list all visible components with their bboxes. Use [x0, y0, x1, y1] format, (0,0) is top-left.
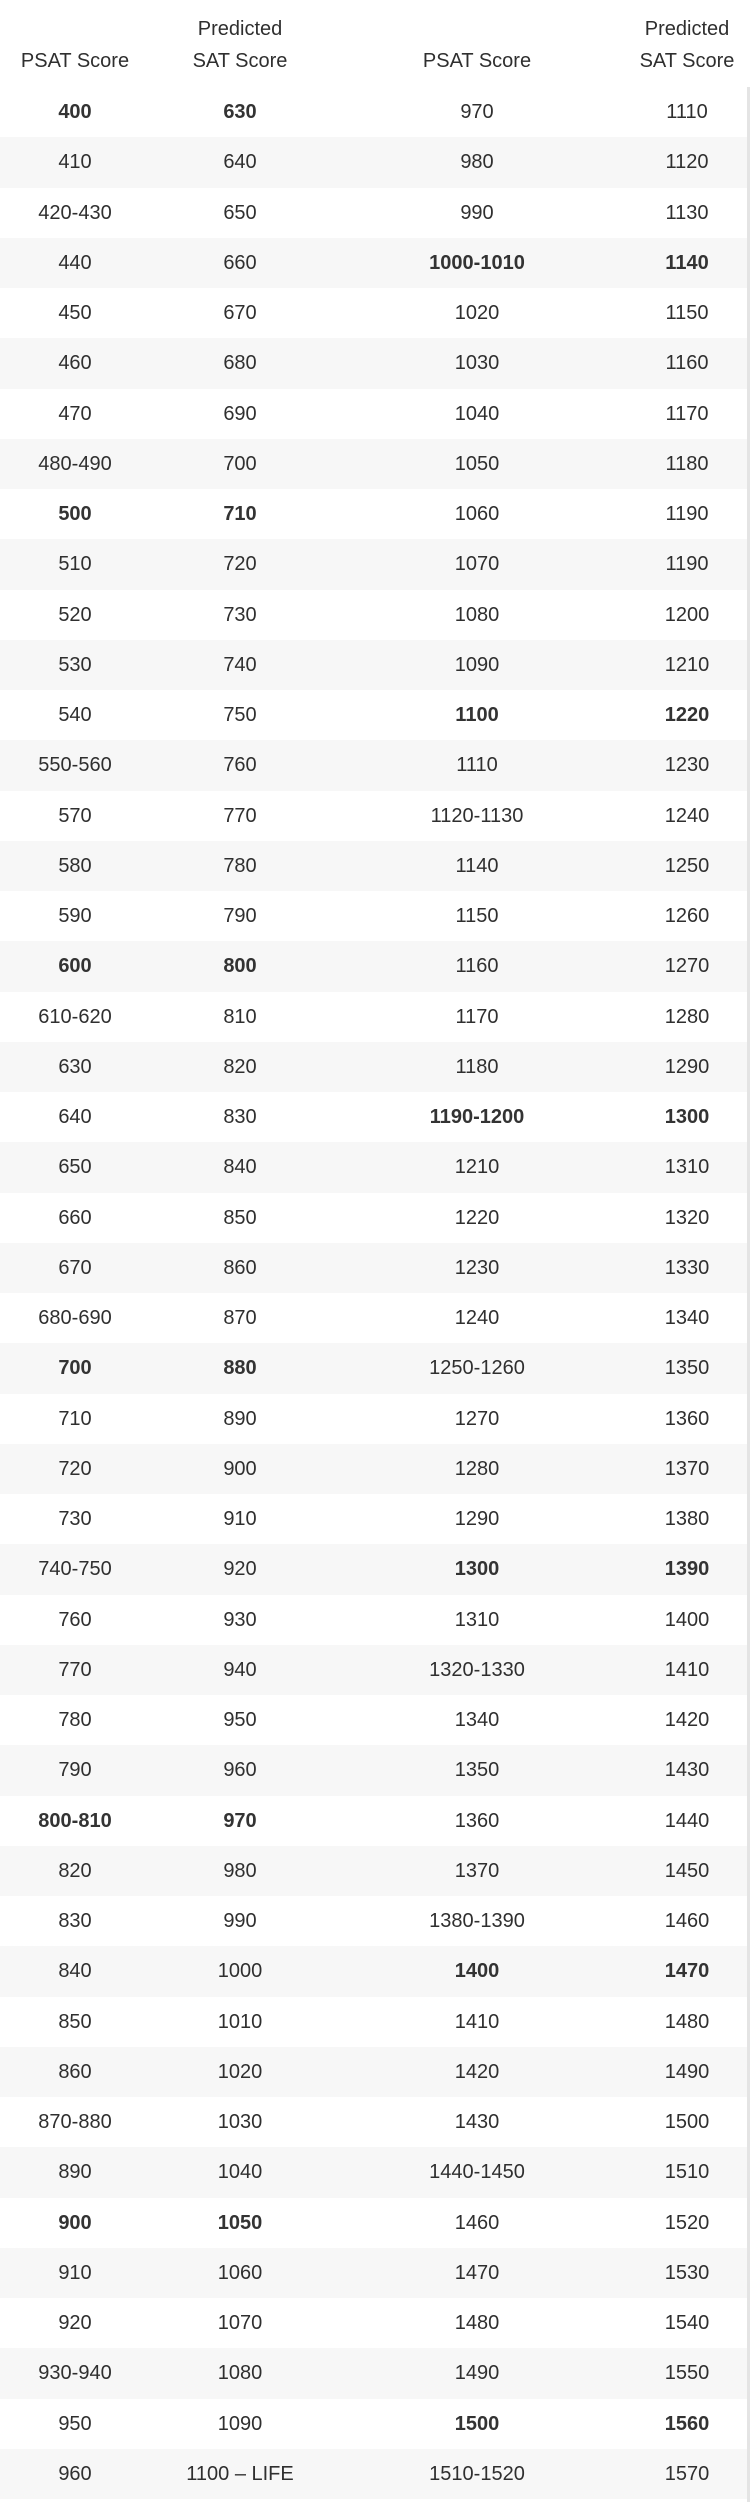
psat-score-cell: 860	[58, 2060, 92, 2083]
predicted-sat-cell: 1500	[664, 2111, 710, 2134]
psat-score-cell: 1110	[456, 754, 498, 777]
psat-score-cell: 480-490	[38, 452, 112, 475]
predicted-sat-cell: 970	[223, 1809, 257, 1832]
predicted-sat-cell: 720	[223, 553, 257, 576]
predicted-sat-cell: 1130	[665, 201, 709, 224]
psat-score-cell: 930-940	[38, 2362, 112, 2385]
predicted-sat-cell: 1030	[217, 2111, 263, 2134]
psat-score-cell: 500	[58, 503, 92, 526]
predicted-sat-cell: 1270	[664, 955, 710, 978]
header-psat-score-right-label: PSAT Score	[422, 50, 532, 72]
psat-score-cell: 830	[58, 1910, 92, 1933]
psat-score-cell: 610-620	[38, 1005, 112, 1028]
table-row	[0, 338, 750, 388]
psat-score-cell: 1050	[454, 452, 500, 475]
psat-score-cell: 1060	[454, 503, 500, 526]
psat-score-cell: 1470	[454, 2261, 500, 2284]
psat-score-cell: 1120-1130	[430, 804, 524, 827]
predicted-sat-cell: 1300	[664, 1106, 710, 1129]
table-row	[0, 1343, 750, 1393]
table-row	[0, 791, 750, 841]
predicted-sat-cell: 1210	[664, 653, 710, 676]
psat-score-cell: 1230	[454, 1256, 500, 1279]
table-row	[0, 1142, 750, 1192]
table-row	[0, 1042, 750, 1092]
table-row	[0, 489, 750, 539]
psat-score-cell: 1040	[454, 402, 500, 425]
predicted-sat-cell: 1180	[665, 452, 709, 475]
table-row	[0, 188, 750, 238]
psat-score-cell: 820	[58, 1859, 92, 1882]
psat-score-cell: 640	[58, 1106, 92, 1129]
predicted-sat-cell: 630	[223, 101, 257, 124]
predicted-sat-cell: 1230	[664, 754, 710, 777]
predicted-sat-cell: 760	[223, 754, 257, 777]
psat-score-cell: 1510-1520	[429, 2462, 525, 2485]
psat-score-cell: 1380-1390	[429, 1910, 525, 1933]
table-row	[0, 137, 750, 187]
header-predicted-sat-left-line2: SAT Score	[192, 50, 288, 72]
table-row	[0, 1846, 750, 1896]
header-psat-score-right	[330, 45, 624, 87]
predicted-sat-cell: 1370	[664, 1457, 710, 1480]
psat-score-cell: 580	[58, 854, 92, 877]
predicted-sat-cell: 650	[223, 201, 257, 224]
predicted-sat-cell: 1190	[665, 553, 709, 576]
table-row	[0, 690, 750, 740]
predicted-sat-cell: 830	[223, 1106, 257, 1129]
table-row	[0, 2198, 750, 2248]
table-row	[0, 87, 750, 137]
psat-score-cell: 1480	[454, 2312, 500, 2335]
psat-score-cell: 780	[58, 1709, 92, 1732]
predicted-sat-cell: 1290	[664, 1055, 710, 1078]
predicted-sat-cell: 1190	[665, 503, 709, 526]
table-row	[0, 1394, 750, 1444]
predicted-sat-cell: 1310	[664, 1156, 710, 1179]
psat-score-cell: 1170	[455, 1005, 499, 1028]
psat-score-cell: 1370	[454, 1859, 500, 1882]
psat-score-cell: 530	[58, 653, 92, 676]
psat-score-cell: 950	[58, 2412, 92, 2435]
predicted-sat-cell: 740	[223, 653, 257, 676]
predicted-sat-cell: 780	[223, 854, 257, 877]
psat-score-cell: 890	[58, 2161, 92, 2184]
psat-score-cell: 410	[58, 151, 92, 174]
table-row	[0, 1193, 750, 1243]
predicted-sat-cell: 1120	[665, 151, 709, 174]
psat-score-cell: 1270	[454, 1407, 500, 1430]
predicted-sat-cell: 1440	[664, 1809, 710, 1832]
predicted-sat-cell: 1430	[664, 1759, 710, 1782]
predicted-sat-cell: 730	[223, 603, 257, 626]
predicted-sat-cell: 1280	[664, 1005, 710, 1028]
table-row	[0, 891, 750, 941]
predicted-sat-cell: 770	[223, 804, 257, 827]
psat-score-cell: 870-880	[38, 2111, 112, 2134]
psat-score-cell: 730	[58, 1508, 92, 1531]
predicted-sat-cell: 1460	[664, 1910, 710, 1933]
psat-score-cell: 1460	[454, 2211, 500, 2234]
psat-score-cell: 1150	[455, 905, 499, 928]
psat-score-cell: 1210	[454, 1156, 500, 1179]
predicted-sat-cell: 1010	[217, 2010, 263, 2033]
psat-score-cell: 770	[58, 1658, 92, 1681]
table-row	[0, 1896, 750, 1946]
psat-score-cell: 1350	[454, 1759, 500, 1782]
psat-score-cell: 1190-1200	[429, 1106, 525, 1129]
table-row	[0, 389, 750, 439]
psat-score-cell: 1090	[454, 653, 500, 676]
psat-score-cell: 660	[58, 1206, 92, 1229]
psat-score-cell: 1250-1260	[429, 1357, 525, 1380]
psat-score-cell: 1500	[454, 2412, 500, 2435]
predicted-sat-cell: 810	[223, 1005, 257, 1028]
psat-score-cell: 1140	[455, 854, 499, 877]
table-row	[0, 439, 750, 489]
table-row	[0, 1293, 750, 1343]
table-row	[0, 2047, 750, 2097]
psat-score-cell: 450	[58, 302, 92, 325]
predicted-sat-cell: 1410	[664, 1658, 710, 1681]
predicted-sat-cell: 920	[223, 1558, 257, 1581]
predicted-sat-cell: 1060	[217, 2261, 263, 2284]
psat-score-cell: 570	[58, 804, 92, 827]
psat-score-cell: 680-690	[38, 1307, 112, 1330]
table-row	[0, 2298, 750, 2348]
table-row	[0, 2348, 750, 2398]
table-row	[0, 238, 750, 288]
psat-score-cell: 1320-1330	[429, 1658, 525, 1681]
predicted-sat-cell: 790	[223, 905, 257, 928]
predicted-sat-cell: 890	[223, 1407, 257, 1430]
psat-score-cell: 540	[58, 704, 92, 727]
predicted-sat-cell: 1340	[664, 1307, 710, 1330]
header-predicted-sat-right	[624, 13, 750, 87]
predicted-sat-cell: 1170	[665, 402, 709, 425]
psat-score-cell: 460	[58, 352, 92, 375]
header-predicted-sat-right-line1: Predicted	[644, 18, 730, 40]
psat-score-cell: 1020	[454, 302, 500, 325]
table-row	[0, 1796, 750, 1846]
psat-score-cell: 1240	[454, 1307, 500, 1330]
psat-score-cell: 1070	[454, 553, 500, 576]
predicted-sat-cell: 670	[223, 302, 257, 325]
predicted-sat-cell: 1240	[664, 804, 710, 827]
psat-score-cell: 440	[58, 251, 92, 274]
predicted-sat-cell: 950	[223, 1709, 257, 1732]
psat-score-cell: 1000-1010	[429, 251, 525, 274]
psat-score-cell: 1030	[454, 352, 500, 375]
psat-score-cell: 1440-1450	[429, 2161, 525, 2184]
psat-score-cell: 900	[58, 2211, 92, 2234]
psat-score-cell: 1300	[454, 1558, 500, 1581]
predicted-sat-cell: 1050	[217, 2211, 263, 2234]
table-row	[0, 841, 750, 891]
psat-score-cell: 1430	[454, 2111, 500, 2134]
predicted-sat-cell: 800	[223, 955, 257, 978]
table-row	[0, 1092, 750, 1142]
predicted-sat-cell: 930	[223, 1608, 257, 1631]
psat-score-cell: 700	[58, 1357, 92, 1380]
predicted-sat-cell: 1530	[664, 2261, 710, 2284]
predicted-sat-cell: 1020	[217, 2060, 263, 2083]
predicted-sat-cell: 1220	[664, 704, 710, 727]
psat-score-cell: 520	[58, 603, 92, 626]
predicted-sat-cell: 1570	[664, 2462, 710, 2485]
psat-score-cell: 720	[58, 1457, 92, 1480]
psat-score-cell: 840	[58, 1960, 92, 1983]
predicted-sat-cell: 1400	[664, 1608, 710, 1631]
table-row	[0, 1946, 750, 1996]
predicted-sat-cell: 1510	[664, 2161, 710, 2184]
predicted-sat-cell: 900	[223, 1457, 257, 1480]
table-row	[0, 539, 750, 589]
psat-score-cell: 1340	[454, 1709, 500, 1732]
predicted-sat-cell: 1070	[217, 2312, 263, 2335]
psat-score-cell: 400	[58, 101, 92, 124]
predicted-sat-cell: 1450	[664, 1859, 710, 1882]
table-row	[0, 740, 750, 790]
table-row	[0, 1997, 750, 2047]
psat-score-cell: 800-810	[38, 1809, 112, 1832]
table-row	[0, 1494, 750, 1544]
predicted-sat-cell: 1320	[664, 1206, 710, 1229]
predicted-sat-cell: 1100 – LIFE	[186, 2462, 294, 2485]
table-row	[0, 2097, 750, 2147]
predicted-sat-cell: 1080	[217, 2362, 263, 2385]
predicted-sat-cell: 710	[223, 503, 257, 526]
predicted-sat-cell: 1150	[665, 302, 709, 325]
header-predicted-sat-left-line1: Predicted	[197, 18, 283, 40]
predicted-sat-cell: 1420	[664, 1709, 710, 1732]
psat-score-cell: 960	[58, 2462, 92, 2485]
table-header	[0, 0, 750, 87]
table-row	[0, 2449, 750, 2499]
table-row	[0, 1243, 750, 1293]
predicted-sat-cell: 640	[223, 151, 257, 174]
predicted-sat-cell: 1200	[664, 603, 710, 626]
predicted-sat-cell: 980	[223, 1859, 257, 1882]
table-row	[0, 992, 750, 1042]
table-row	[0, 2399, 750, 2449]
predicted-sat-cell: 1160	[665, 352, 709, 375]
psat-score-cell: 1290	[454, 1508, 500, 1531]
predicted-sat-cell: 860	[223, 1256, 257, 1279]
table-row	[0, 590, 750, 640]
table-row	[0, 288, 750, 338]
predicted-sat-cell: 1560	[664, 2412, 710, 2435]
psat-score-cell: 1280	[454, 1457, 500, 1480]
table-row	[0, 1544, 750, 1594]
predicted-sat-cell: 910	[223, 1508, 257, 1531]
predicted-sat-cell: 1550	[664, 2362, 710, 2385]
table-row	[0, 1645, 750, 1695]
psat-score-cell: 910	[58, 2261, 92, 2284]
predicted-sat-cell: 870	[223, 1307, 257, 1330]
predicted-sat-cell: 840	[223, 1156, 257, 1179]
table-row	[0, 1695, 750, 1745]
predicted-sat-cell: 1480	[664, 2010, 710, 2033]
predicted-sat-cell: 1110	[666, 101, 708, 124]
psat-score-cell: 1410	[454, 2010, 500, 2033]
psat-score-cell: 1310	[454, 1608, 500, 1631]
table-row	[0, 1595, 750, 1645]
predicted-sat-cell: 1140	[665, 251, 709, 274]
predicted-sat-cell: 1490	[664, 2060, 710, 2083]
psat-score-cell: 1220	[454, 1206, 500, 1229]
table-row	[0, 941, 750, 991]
psat-score-cell: 1420	[454, 2060, 500, 2083]
psat-score-cell: 510	[58, 553, 92, 576]
header-predicted-sat-left	[150, 13, 330, 87]
psat-score-cell: 990	[460, 201, 494, 224]
psat-score-cell: 920	[58, 2312, 92, 2335]
predicted-sat-cell: 1380	[664, 1508, 710, 1531]
psat-score-cell: 550-560	[38, 754, 112, 777]
predicted-sat-cell: 1090	[217, 2412, 263, 2435]
predicted-sat-cell: 1540	[664, 2312, 710, 2335]
predicted-sat-cell: 850	[223, 1206, 257, 1229]
predicted-sat-cell: 750	[223, 704, 257, 727]
psat-score-cell: 600	[58, 955, 92, 978]
header-predicted-sat-right-line2: SAT Score	[639, 50, 735, 72]
psat-score-cell: 670	[58, 1256, 92, 1279]
table-row	[0, 1444, 750, 1494]
psat-score-cell: 790	[58, 1759, 92, 1782]
predicted-sat-cell: 1000	[217, 1960, 263, 1983]
psat-score-cell: 1180	[455, 1055, 499, 1078]
predicted-sat-cell: 1250	[664, 854, 710, 877]
psat-score-cell: 1160	[455, 955, 499, 978]
table-row	[0, 2248, 750, 2298]
predicted-sat-cell: 680	[223, 352, 257, 375]
psat-score-cell: 650	[58, 1156, 92, 1179]
psat-score-cell: 1400	[454, 1960, 500, 1983]
predicted-sat-cell: 1470	[664, 1960, 710, 1983]
predicted-sat-cell: 1350	[664, 1357, 710, 1380]
psat-score-cell: 1490	[454, 2362, 500, 2385]
psat-score-cell: 1080	[454, 603, 500, 626]
psat-score-cell: 470	[58, 402, 92, 425]
psat-score-cell: 760	[58, 1608, 92, 1631]
predicted-sat-cell: 880	[223, 1357, 257, 1380]
psat-score-cell: 710	[58, 1407, 92, 1430]
predicted-sat-cell: 1260	[664, 905, 710, 928]
psat-score-cell: 420-430	[38, 201, 112, 224]
table-row	[0, 1745, 750, 1795]
predicted-sat-cell: 940	[223, 1658, 257, 1681]
table-body	[0, 87, 750, 2499]
predicted-sat-cell: 1040	[217, 2161, 263, 2184]
predicted-sat-cell: 990	[223, 1910, 257, 1933]
psat-score-cell: 1360	[454, 1809, 500, 1832]
psat-score-cell: 980	[460, 151, 494, 174]
predicted-sat-cell: 960	[223, 1759, 257, 1782]
predicted-sat-cell: 700	[223, 452, 257, 475]
predicted-sat-cell: 820	[223, 1055, 257, 1078]
predicted-sat-cell: 1330	[664, 1256, 710, 1279]
table-row	[0, 2147, 750, 2197]
table-row	[0, 640, 750, 690]
predicted-sat-cell: 660	[223, 251, 257, 274]
header-psat-score-left	[0, 45, 150, 87]
predicted-sat-cell: 1390	[664, 1558, 710, 1581]
psat-score-cell: 850	[58, 2010, 92, 2033]
psat-score-cell: 740-750	[38, 1558, 112, 1581]
predicted-sat-cell: 1520	[664, 2211, 710, 2234]
header-psat-score-left-label: PSAT Score	[20, 50, 130, 72]
predicted-sat-cell: 1360	[664, 1407, 710, 1430]
predicted-sat-cell: 690	[223, 402, 257, 425]
psat-score-cell: 590	[58, 905, 92, 928]
psat-score-cell: 630	[58, 1055, 92, 1078]
psat-score-cell: 1100	[455, 704, 499, 727]
psat-score-cell: 970	[460, 101, 494, 124]
